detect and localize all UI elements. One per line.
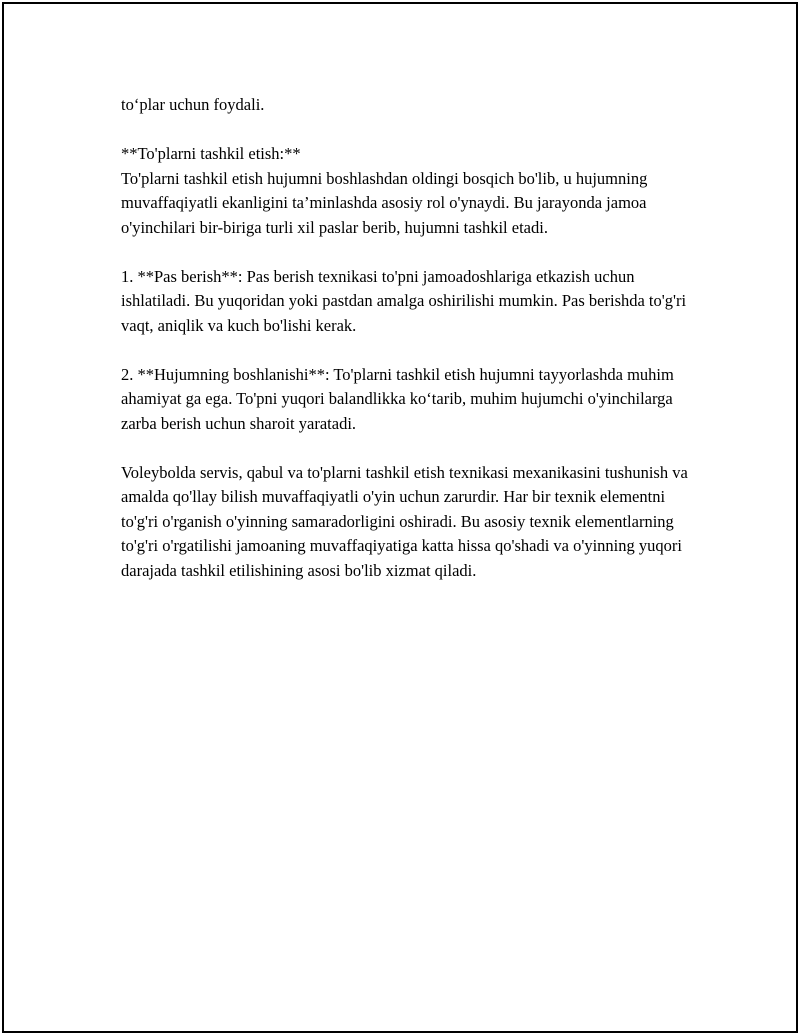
document-page <box>2 2 798 1033</box>
conclusion-paragraph: Voleybolda servis, qabul va to'plarni tashkil etish texnikasi mexanikasini tushunish va amalda qo'llay bilish muvaffaqiyatli o'yin uchun zarurdir. Har bir texnik elementni to'g'ri o'rganish o'yinning samaradorligini oshiradi. Bu asosiy texnik elementlarning to'g'ri o'rgatilishi jamoaning muvaffaqiyatiga katta hissa qo'shadi va o'yinning yuqori darajada tashkil etilishining asosi bo'lib xizmat qiladi. <box>121 462 688 580</box>
intro-paragraph: To'plarni tashkil etish hujumni boshlashdan oldingi bosqich bo'lib, u hujumning muvaffaqiyatli ekanligini ta’minlashda asosiy rol o'ynaydi. Bu jarayonda jamoa o'yinchilari bir-biriga turli xil paslar berib, hujumni tashkil etadi. <box>121 168 648 237</box>
paragraph-spacer <box>121 436 696 461</box>
paragraph-spacer <box>121 338 696 363</box>
list-item-hujumning-boshlanishi: 2. **Hujumning boshlanishi**: To'plarni tashkil etish hujumni tayyorlashda muhim ahamiyat ga ega. To'pni yuqori balandlikka ko‘tarib, muhim hujumchi o'yinchilarga zarba berish uchun sharoit yaratadi. <box>121 364 674 433</box>
continuation-text: to‘plar uchun foydali. <box>121 95 265 114</box>
paragraph-spacer <box>121 240 696 265</box>
document-body <box>121 93 696 583</box>
section-heading: **To'plarni tashkil etish:** <box>121 144 301 163</box>
paragraph-spacer <box>121 118 696 143</box>
list-item-pas-berish: 1. **Pas berish**: Pas berish texnikasi to'pni jamoadoshlariga etkazish uchun ishlatiladi. Bu yuqoridan yoki pastdan amalga oshirilishi mumkin. Pas berishda to'g'ri vaqt, aniqlik va kuch bo'lishi kerak. <box>121 266 687 335</box>
